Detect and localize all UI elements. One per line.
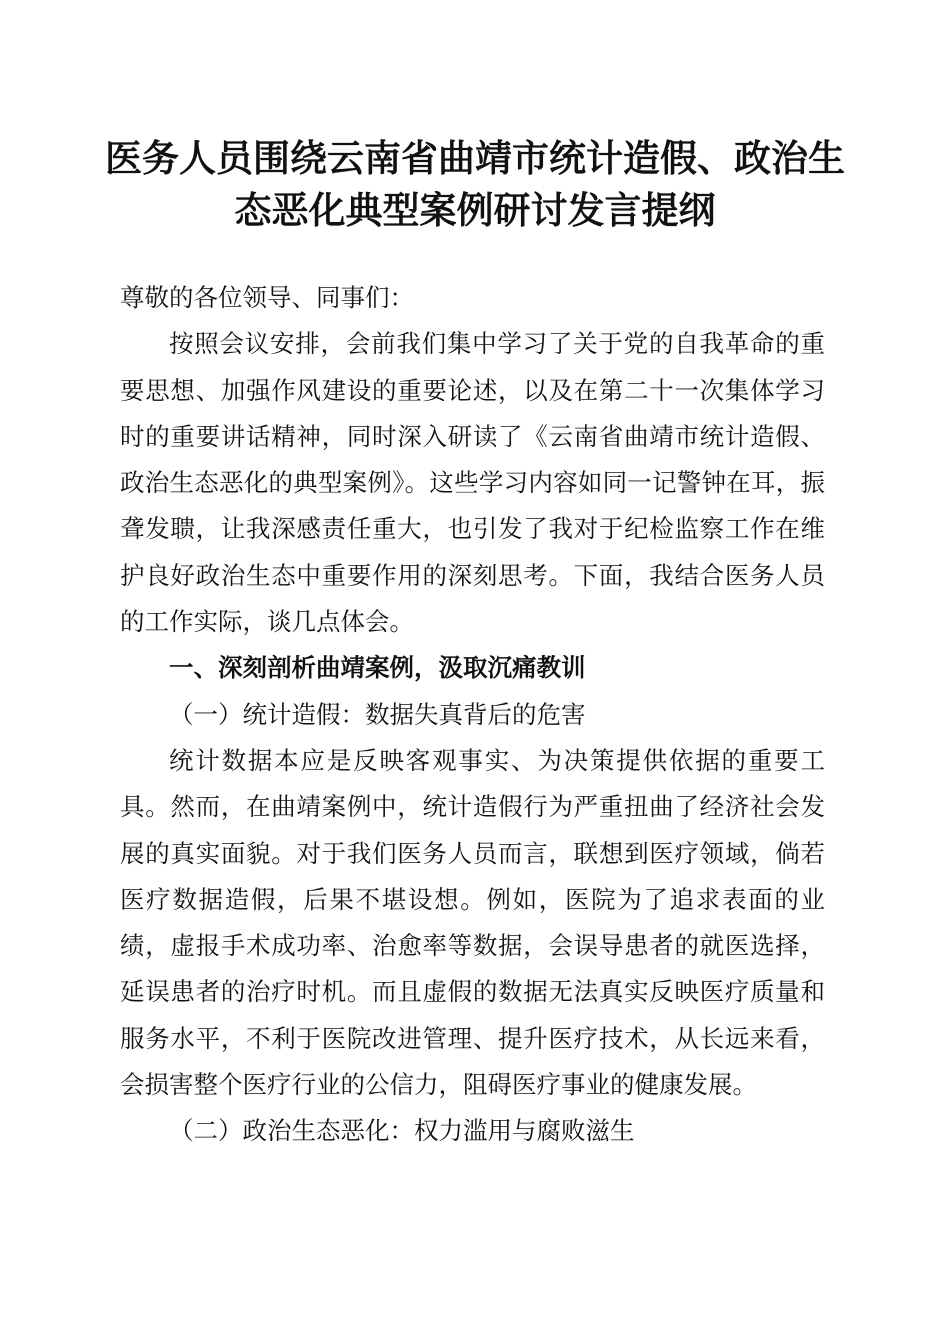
subsection-2-heading: （二）政治生态恶化：权力滥用与腐败滋生 xyxy=(169,1116,635,1146)
section-1-heading: 一、深刻剖析曲靖案例，汲取沉痛教训 xyxy=(169,653,586,683)
document-body xyxy=(120,275,825,1155)
subsection-1-heading: （一）统计造假：数据失真背后的危害 xyxy=(169,699,586,729)
document-title xyxy=(100,132,850,236)
title-line-1: 医务人员围绕云南省曲靖市统计造假、政治生 xyxy=(105,136,845,180)
intro-paragraph: 按照会议安排，会前我们集中学习了关于党的自我革命的重要思想、加强作风建设的重要论述，以及在第二十一次集体学习时的重要讲话精神，同时深入研读了《云南省曲靖市统计造假、政治生态恶化的典型案例》。这些学习内容如同一记警钟在耳，振聋发聩，让我深感责任重大，也引发了我对于纪检监察工作在维护良好政治生态中重要作用的深刻思考。下面，我结合医务人员的工作实际，谈几点体会。 xyxy=(120,329,825,637)
salutation: 尊敬的各位领导、同事们： xyxy=(120,283,414,312)
subsection-1-paragraph: 统计数据本应是反映客观事实、为决策提供依据的重要工具。然而，在曲靖案例中，统计造假行为严重扭曲了经济社会发展的真实面貌。对于我们医务人员而言，联想到医疗领域，倘若医疗数据造假，后果不堪设想。例如，医院为了追求表面的业绩，虚报手术成功率、治愈率等数据，会误导患者的就医选择，延误患者的治疗时机。而且虚假的数据无法真实反映医疗质量和服务水平，不利于医院改进管理、提升医疗技术，从长远来看，会损害整个医疗行业的公信力，阻碍医疗事业的健康发展。 xyxy=(120,745,825,1100)
title-line-2: 态恶化典型案例研讨发言提纲 xyxy=(234,188,716,232)
